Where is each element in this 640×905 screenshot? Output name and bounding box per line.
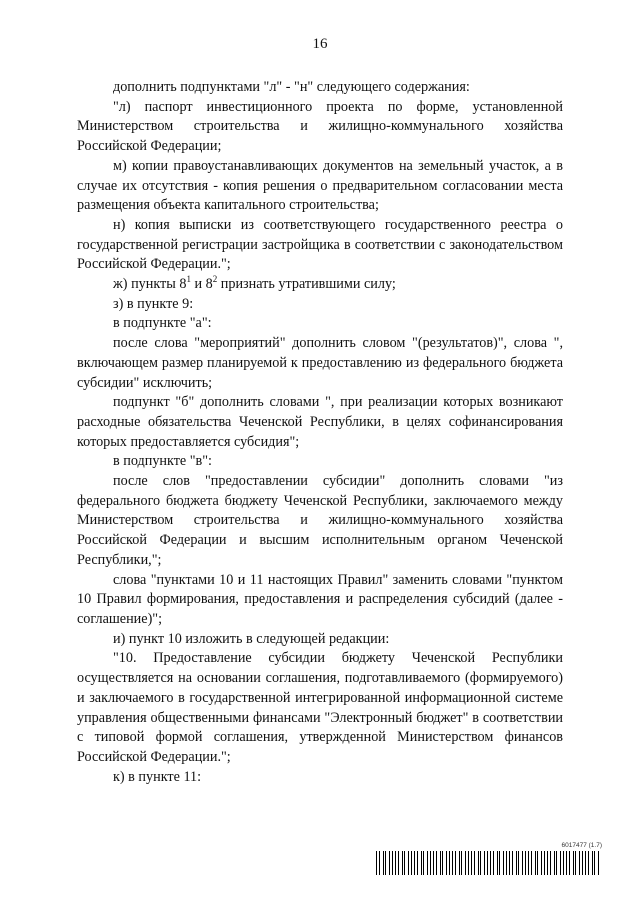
- paragraph: к) в пункте 11:: [113, 768, 202, 785]
- paragraph: и) пункт 10 изложить в следующей редакции:: [113, 630, 390, 647]
- document-body: [77, 78, 563, 787]
- paragraph: [77, 275, 563, 295]
- paragraph: в подпункте "в":: [113, 453, 212, 470]
- superscript: 1: [186, 274, 191, 285]
- paragraph: м) копии правоустанавливающих документов на земельный участок, а в случае их отсутствия - копия решения о предварительном согласовании места размещения объекта капитального строительства;: [77, 157, 563, 214]
- paragraph: н) копия выписки из соответствующего государственного реестра о государственной регистрации застройщика в соответствии с законодательством Российской Федерации.";: [77, 216, 563, 273]
- page-number: 16: [312, 36, 328, 52]
- paragraph: "10. Предоставление субсидии бюджету Чеченской Республики осуществляется на основании соглашения, подготавливаемого (формируемого) и заключаемого в государственной интегрированной информационной системе управления общественными финансами "Электронный бюджет" в соответствии с типовой формой соглашения, утвержденной Министерством финансов Российской Федерации.";: [77, 650, 563, 765]
- paragraph: в подпункте "а":: [113, 315, 212, 332]
- paragraph-text: ж) пункты 8: [113, 276, 187, 293]
- paragraph: после слова "мероприятий" дополнить словом "(результатов)", слова ", включающем размер планируемой к предоставлению из федерального бюджета субсидии" исключить;: [77, 335, 563, 391]
- paragraph: "л) паспорт инвестиционного проекта по форме, установленной Министерством строительства и жилищно-коммунального хозяйства Российской Федерации;: [77, 98, 563, 155]
- paragraph: подпункт "б" дополнить словами ", при реализации которых возникают расходные обязательства Чеченской Республики, в целях софинансирования которых предоставляется субсидия";: [77, 394, 563, 450]
- superscript: 2: [212, 274, 218, 285]
- paragraph-text: и 8: [190, 276, 213, 293]
- document-code: 6017477 (1.7): [561, 842, 602, 849]
- paragraph: з) в пункте 9:: [113, 295, 194, 312]
- paragraph: слова "пунктами 10 и 11 настоящих Правил" заменить словами "пунктом 10 Правил формирования, предоставления и распределения субсидий (далее - соглашение)";: [77, 571, 563, 627]
- paragraph-text: признать утратившими силу;: [217, 276, 396, 293]
- paragraph: после слов "предоставлении субсидии" дополнить словами "из федерального бюджета бюджету Чеченской Республики, заключаемого между Министерством строительства и жилищно-коммунального хозяйства Российской Федерации и высшим исполнительным органом Чеченской Республики,";: [77, 473, 563, 568]
- barcode-image: [376, 851, 600, 875]
- paragraph: дополнить подпунктами "л" - "н" следующего содержания:: [113, 79, 470, 95]
